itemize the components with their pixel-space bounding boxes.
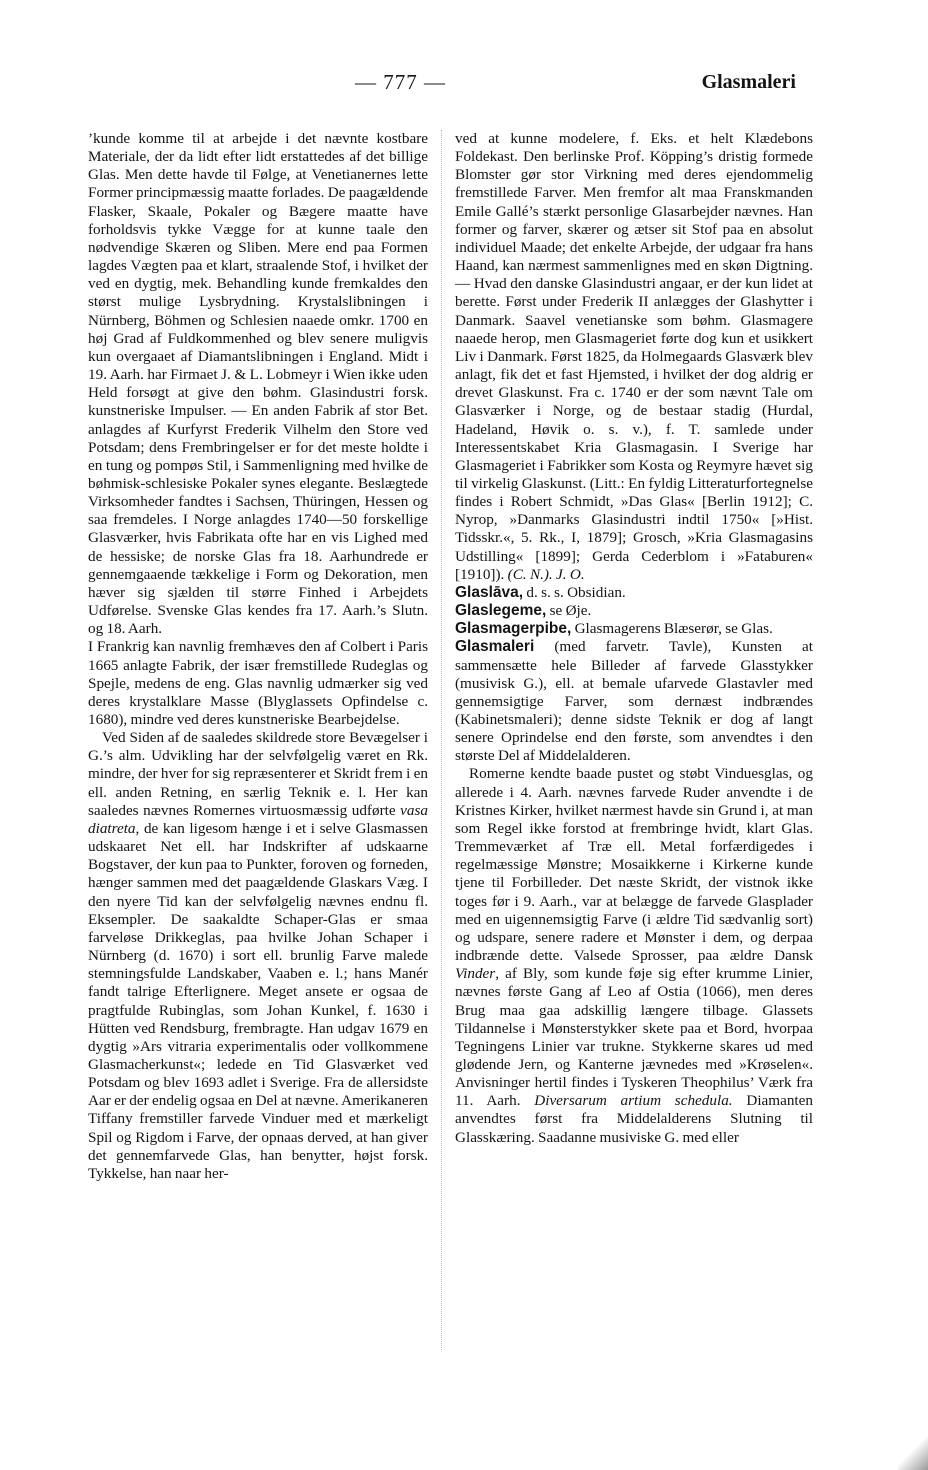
scan-corner-shadow bbox=[898, 1410, 928, 1470]
italic-term: vasa diatreta bbox=[88, 801, 428, 837]
running-head: Glasmaleri bbox=[701, 71, 796, 93]
lemma-head: Glaslāva, bbox=[455, 583, 524, 601]
paragraph: ’kunde komme til at arbejde i det nævnte kostbare Materiale, der da lidt efter lidt erstattedes af det billige Glas. Men dette havde til Følge, at Venetianernes lette Former principmæssig maatte forlades. De paagældende Flasker, Skaale, Pokaler og Bægere maatte have forholdsvis tykke Vægge for at kunne taale den nødvendige Skæren og Sliben. Mere end paa Formen lagdes Vægten paa et klart, straalende Stof, i hvilket der ved en dygtig, mek. Behandling kunde fremkaldes den størst mulige Lysbrydning. Krystalslibningen i Nürnberg, Böhmen og Schlesien naaede omkr. 1700 en høj Grad af Fuldkommenhed og blev senere muligvis kun overgaaet af Diamantslibningen i England. Midt i 19. Aarh. har Firmaet J. & L. Lobmeyr i Wien ikke uden Held forsøgt at give den bøhm. Glasindustri forsk. kunstneriske Impulser. — En anden Fabrik af stor Bet. anlagdes af Kurfyrst Frederik Vilhelm den Store ved Potsdam; dens Frembringelser er for det meste holdte i en tung og pompøs Stil, i Sammenligning med hvilke de bøhmisk-schlesiske Pokaler synes elegante. Beslægtede Virksomheder fandtes i Sachsen, Thüringen, Hessen og saa fremdeles. I Norge anlagdes 1740—50 forskellige Glasværker, hvis Fabrikata ofte har en vis Lighed med de hessiske; de norske Glas fra 18. Aarhundrede er gennemgaaende tækkelige i Form og Dekoration, men hæver sig sjælden til større Finhed i Arbejdets Udførelse. Svenske Glas kendes fra 17. Aarh.’s Slutn. og 18. Aarh. bbox=[88, 130, 428, 638]
text-run: Diamanten anvendtes først fra Middelalderens Slutning til Glasskæring. Saadanne musiviske G. med eller bbox=[455, 1092, 813, 1146]
text-run: Romerne kendte baade pustet og støbt Vinduesglas, og allerede i 4. Aarh. nævnes farvede Ruder anvendte i de Kristnes Kirker, hvilket nærmest havde sin Grund i, at man som Regel ikke forstod at frembringe hvidt, klart Glas. Tremmeværket af Træ ell. Metal forfærdigedes i regelmæssige Mønstre; Mosaikkerne i Kirkerne kunde tjene til Forbilleder. Det næste Skridt, der vistnok ikke toges før i 9. Aarh., var at belægge de farvede Glasplader med en uigennemsigtig Farve (i ældre Tid sædvanlig sort) og udspare, senere radere et Mønster i dem, og derpaa indbrænde dette. Valsede Sprosser, paa ældre Dansk bbox=[455, 765, 813, 965]
column-divider bbox=[441, 130, 442, 1350]
left-column bbox=[88, 130, 428, 1183]
lemma-glaslava bbox=[455, 584, 813, 602]
lemma-head: Glaslegeme, bbox=[455, 602, 547, 620]
italic-term: Vinder bbox=[455, 965, 496, 983]
page-number: — 777 — bbox=[355, 70, 446, 94]
lemma-head: Glasmagerpibe, bbox=[455, 620, 572, 638]
page-header bbox=[0, 70, 928, 104]
paragraph bbox=[455, 130, 813, 584]
text-run: Ved Siden af de saaledes skildrede store Bevægelser i G.’s alm. Udvikling har der selvfølgelig været en Rk. mindre, der hver for sig repræsenterer et Skridt frem i en ell. anden Retning, en særlig Teknik e. l. Her kan saaledes nævnes Romernes virtuosmæssig udførte bbox=[88, 729, 428, 819]
text-run: ved at kunne modelere, f. Eks. et helt Klædebons Foldekast. Den berlinske Prof. Köpping’s dristig formede Blomster gør stor Virkning med deres ejendommelig fremstillede Farver. Men fremfor alt maa Franskmanden Emile Gallé’s stærkt personlige Glasarbejder nævnes. Han former og farver, skærer og ætser sit Stof paa en absolut individuel Maade; det enkelte Arbejde, der udgaar fra hans Haand, kan nærmest sammenlignes med en skøn Digtning. — Hvad den danske Glasindustri angaar, er der kun lidet at berette. Først under Frederik II anlægges der Glashytter i Danmark. Saavel venetianske som bøhm. Glasmagere naaede herop, men Glasmageriet førte dog kun et usikkert Liv i Danmark. Først 1825, da Holmegaards Glasværk blev anlagt, fik det et fast Hjemsted, i hvilket der dog aldrig er drevet Glaskunst. Fra c. 1740 er der som nævnt Tale om Glasværker i Norge, og de bestaar stadig (Hurdal, Hadeland, Høvik o. s. v.), f. T. samlede under Interessentskabet Kria Glasmagasin. I Sverige har Glasmageriet i Fabrikker som Kosta og Reymyre hævet sig til virkelig Glaskunst. (Litt.: En fyldig Litteraturfortegnelse findes i Robert Schmidt, »Das Glas« [Berlin 1912]; C. Nyrop, »Danmarks Glasindustri indtil 1750« [»Hist. Tidsskr.«, 5. Rk., I, 1879]; Grosch, »Kria Glasmagasins Udstilling« [1899]; Gerda Cederblom i »Fataburen« [1910]). bbox=[455, 130, 813, 583]
italic-title: Diversarum artium schedula. bbox=[534, 1092, 733, 1110]
paragraph: I Frankrig kan navnlig fremhæves den af Colbert i Paris 1665 anlagte Fabrik, der især fremstillede Rudeglas og Spejle, medens de eng. Glas navnlig udmærker sig ved deres krystalklare Masse (Blyglassets Opfindelse c. 1680), mindre ved deres kunstneriske Bearbejdelse. bbox=[88, 638, 428, 728]
lemma-text: se Øje. bbox=[549, 602, 592, 620]
paragraph bbox=[88, 729, 428, 1183]
text-run: , de kan ligesom hænge i et i selve Glasmassen udskaaret Net ell. har Indskrifter af udskaarne Bogstaver, der kun paa to Punkter, foroven og forneden, hænger sammen med det paagældende Glaskars Væg. I den nyere Tid kan der selvfølgelig nævnes endnu fl. Eksempler. De saakaldte Schaper-Glas er smaa farveløse Drikkeglas, paa hvilke Johan Schaper i Nürnberg (d. 1670) i sort ell. brunlig Farve malede stemningsfulde Landskaber, Vaaben e. l.; hans Manér fandt talrige Efterlignere. Meget ansete er ogsaa de pragtfulde Rubinglas, som Johan Kunkel, f. 1630 i Hütten ved Rendsburg, frembragte. Han udgav 1679 en dygtig »Ars vitraria experimentalis oder vollkommene Glasmacherkunst«; ledede en Tid Glasværket ved Potsdam og blev 1693 adlet i Sverige. Fra de allersidste Aar er der endelig ogsaa en Del at nævne. Amerikaneren Tiffany fremstiller farvede Vinduer med et mærkeligt Spil og Rigdom i Farve, der opnaas derved, at han giver det gennemfarvede Glas, han benytter, højst forsk. Tykkelse, han naar her- bbox=[88, 819, 428, 1182]
lemma-text: d. s. s. Obsidian. bbox=[526, 583, 626, 601]
paragraph bbox=[455, 765, 813, 1146]
lemma-text: Glasmagerens Blæserør, se Glas. bbox=[574, 620, 773, 638]
lemma-glasmagerpibe bbox=[455, 620, 813, 638]
lemma-glaslegeme bbox=[455, 602, 813, 620]
lemma-glasmaleri bbox=[455, 638, 813, 765]
text-run: , af Bly, som kunde føje sig efter krumme Linier, nævnes første Gang af Leo af Ostia (1066), men deres Brug maa gaa adskillig længere tilbage. Glassets Tildannelse i Mønsterstykker skete paa et Bord, hvorpaa Tegningens Linier var trukne. Stykkerne skares ud med glødende Jern, og Kanterne jævnedes med »Krøselen«. Anvisninger hertil findes i Tyskeren Theophilus’ Værk fra 11. Aarh. bbox=[455, 965, 813, 1110]
lemma-text: (med farvetr. Tavle), Kunsten at sammensætte hele Billeder af farvede Glasstykker (musivisk G.), ell. at bemale ufarvede Glastavler med gennemsigtige Farver, som dernæst indbrændes (Kabinetsmaleri); denne sidste Teknik er dog af langt senere Oprindelse end den første, som anvendtes i den største Del af Middelalderen. bbox=[455, 638, 814, 765]
signature: (C. N.). J. O. bbox=[507, 565, 585, 583]
right-column bbox=[455, 130, 813, 1147]
lemma-head: Glasmaleri bbox=[455, 638, 535, 656]
